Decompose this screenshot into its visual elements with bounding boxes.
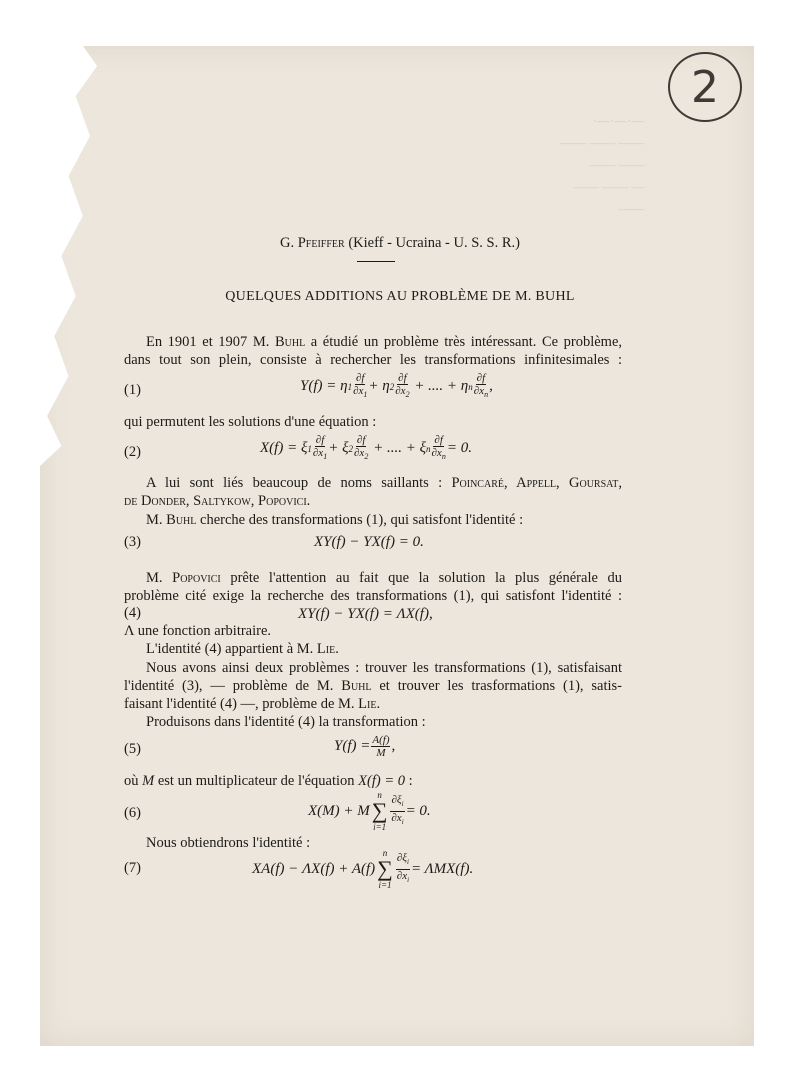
- author-affiliation: (Kieff - Ucraina - U. S. S. R.): [348, 235, 520, 251]
- paragraph-1-line-1: En 1901 et 1907 M. Buhl a étudié un problème très intéressant. Ce problème,: [146, 334, 623, 350]
- paper-title: QUELQUES ADDITIONS AU PROBLÈME DE M. BUHL: [225, 289, 575, 304]
- paragraph-5-line-2: problème cité exige la recherche des transformations (1), qui satisfont l'identité :: [124, 588, 622, 604]
- equation-5-label: (5): [124, 741, 141, 757]
- equation-7: XA(f) − ΛX(f) + A(f) n ∑ i=1 $\frac{\partial\xi_i}{\partial x_i}$ = ΛMX(f).: [252, 848, 474, 890]
- paragraph-4: M. Buhl cherche des transformations (1), qui satisfont l'identité :: [146, 512, 524, 528]
- paragraph-6: Λ une fonction arbitraire.: [124, 623, 272, 639]
- paragraph-3-line-2: de Donder, Saltykow, Popovici.: [124, 493, 311, 509]
- equation-6-label: (6): [124, 805, 141, 821]
- paragraph-8-line-3: faisant l'identité (4) —, problème de M. Lie.: [124, 696, 381, 712]
- equation-4: XY(f) − YX(f) = ΛX(f),: [298, 606, 433, 622]
- paragraph-1-line-2: dans tout son plein, consiste à rechercher les transformations infinitesimales :: [124, 352, 622, 368]
- equation-3-label: (3): [124, 534, 141, 550]
- bleed-through-shadow: —·—·—· —— —— —— —— —— — —— —— ——: [560, 113, 645, 216]
- handwritten-page-mark: 2: [668, 52, 742, 122]
- paragraph-10: où M est un multiplicateur de l'équation X(f) = 0 :: [124, 773, 413, 789]
- paragraph-8-line-1: Nous avons ainsi deux problèmes : trouver les transformations (1), satisfaisant: [146, 660, 622, 676]
- equation-7-label: (7): [124, 860, 141, 876]
- equation-6: X(M) + M n ∑ i=1 $\frac{\partial\xi_i}{\partial x_i}$ = 0.: [308, 790, 431, 832]
- paragraph-5-line-1: M. Popovici prête l'attention au fait que la solution la plus générale du: [146, 570, 622, 586]
- paragraph-2: qui permutent les solutions d'une équation :: [124, 414, 377, 430]
- equation-2: X(f) = ξ 1 $\frac{\partial f}{\partial x_1}$ + ξ 2 $\frac{\partial f}{\partial x_2}$ + .... + ξ n $\frac{\partial f}{\partial x_n}$ = 0.: [260, 434, 472, 462]
- equation-1: Y(f) = η 1 $\frac{\partial f}{\partial x_1}$ + η 2 $\frac{\partial f}{\partial x_2}$ + .... + η n $\frac{\partial f}{\partial x_n}$ ,: [300, 372, 493, 400]
- equation-2-label: (2): [124, 444, 141, 460]
- paragraph-8-line-2: l'identité (3), — problème de M. Buhl et trouver les trasformations (1), satis-: [124, 678, 623, 694]
- author-name: G. Pfeiffer: [280, 235, 345, 251]
- header-rule: [357, 261, 395, 262]
- equation-5: Y(f) = $\frac{A(f)}{M}$ ,: [334, 734, 396, 759]
- paragraph-11: Nous obtiendrons l'identité :: [146, 835, 311, 851]
- paragraph-7: L'identité (4) appartient à M. Lie.: [146, 641, 339, 657]
- equation-4-label: (4): [124, 605, 141, 621]
- paragraph-3-line-1: A lui sont liés beaucoup de noms saillants : Poincaré, Appell, Goursat,: [146, 475, 622, 491]
- equation-3: XY(f) − YX(f) = 0.: [314, 534, 424, 550]
- equation-1-label: (1): [124, 382, 141, 398]
- paragraph-9: Produisons dans l'identité (4) la transformation :: [146, 714, 426, 730]
- author-line: [0, 234, 800, 252]
